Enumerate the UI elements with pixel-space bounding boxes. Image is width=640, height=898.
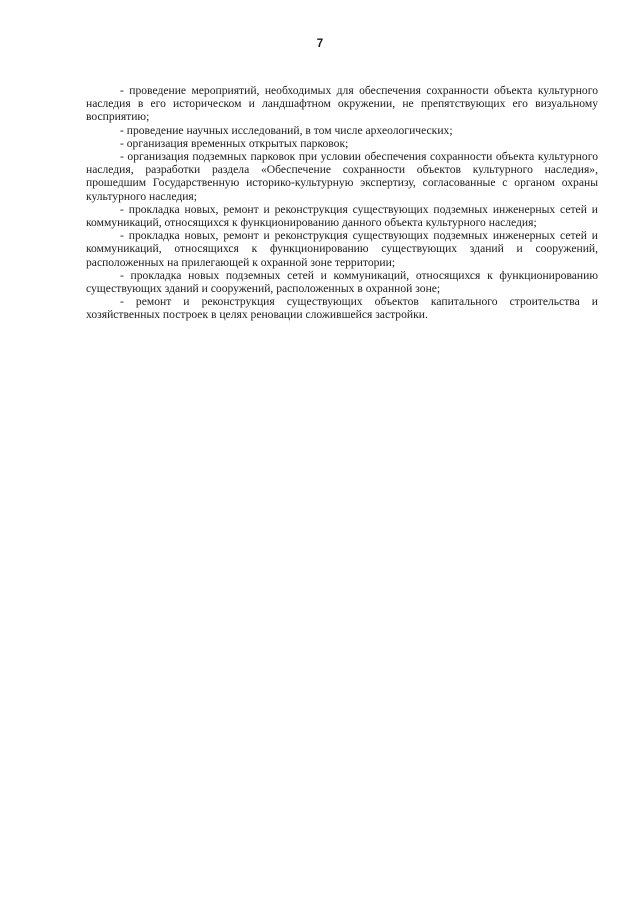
- document-body: [86, 84, 598, 322]
- paragraph-networks-adjacent: - прокладка новых, ремонт и реконструкция существующих подземных инженерных сетей и коммуникаций, относящихся к функционированию существующих зданий и сооружений, расположенных на прилегающей к охранной зоне территории;: [86, 229, 598, 269]
- paragraph-networks-object: - прокладка новых, ремонт и реконструкция существующих подземных инженерных сетей и коммуникаций, относящихся к функционированию данного объекта культурного наследия;: [86, 202, 598, 230]
- paragraph-renovation: - ремонт и реконструкция существующих объектов капитального строительства и хозяйственных построек в целях реновации сложившейся застройки.: [86, 295, 598, 322]
- paragraph-networks-protected-zone: - прокладка новых подземных сетей и коммуникаций, относящихся к функционированию существующих зданий и сооружений, расположенных в охранной зоне;: [86, 268, 598, 296]
- paragraph-research: - проведение научных исследований, в том числе археологических;: [120, 123, 453, 137]
- paragraph-underground-parking: - организация подземных парковок при условии обеспечения сохранности объекта культурного наследия, разработки раздела «Обеспечение сохранности объектов культурного наследия», прошедшим Государственную историко-культурную экспертизу, согласованные с органом охраны культурного наследия;: [86, 150, 598, 203]
- page-number: 7: [316, 38, 324, 50]
- paragraph-events: - проведение мероприятий, необходимых для обеспечения сохранности объекта культурного наследия в его историческом и ландшафтном окружении, не препятствующих его визуальному восприятию;: [86, 84, 598, 124]
- paragraph-temporary-parking: - организация временных открытых парковок;: [120, 136, 349, 150]
